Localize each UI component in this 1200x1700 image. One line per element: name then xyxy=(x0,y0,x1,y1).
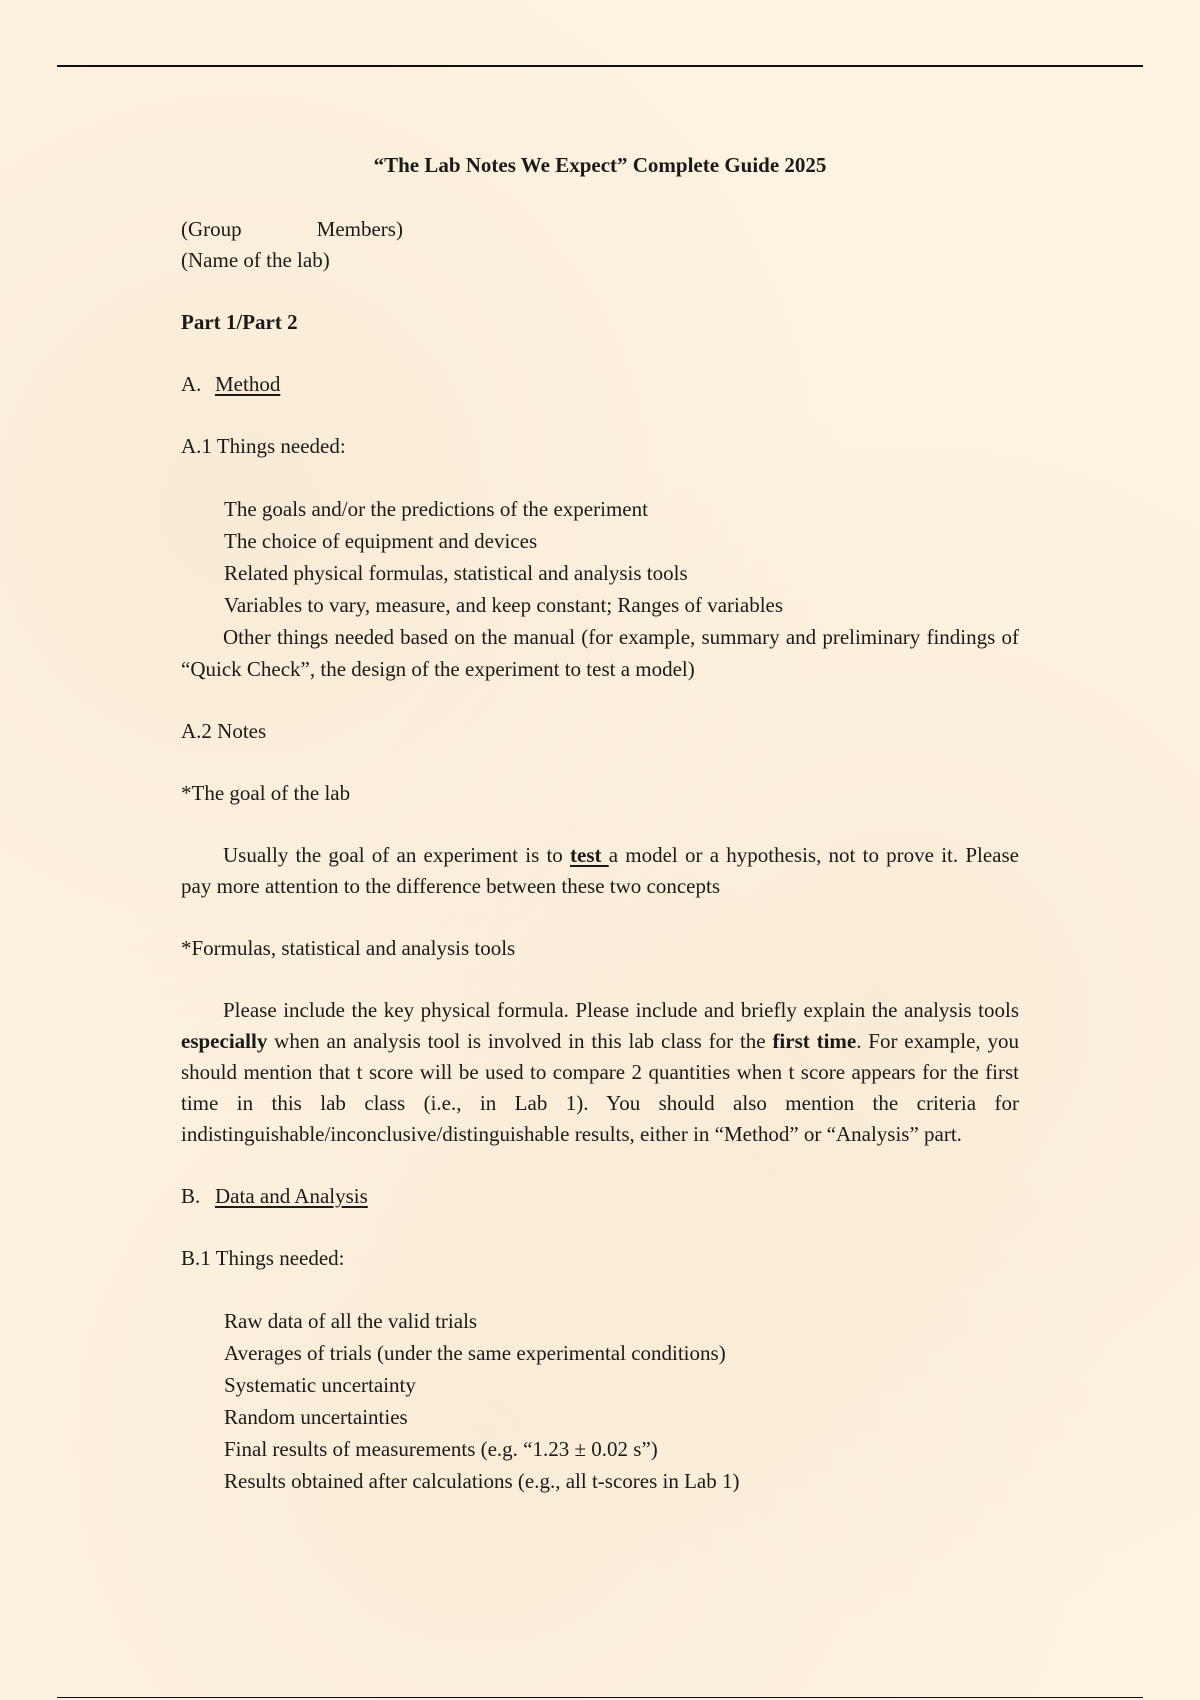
section-b-letter: B. xyxy=(181,1184,201,1208)
formulas-bold-especially: especially xyxy=(181,1029,268,1053)
section-b-title: Data and Analysis xyxy=(215,1184,368,1208)
list-item: Random uncertainties xyxy=(224,1405,408,1429)
list-item: Final results of measurements (e.g. “1.23 ± 0.02 s”) xyxy=(224,1437,658,1461)
section-a-letter: A. xyxy=(181,372,202,396)
goal-text-1: Usually the goal of an experiment is to xyxy=(223,843,571,867)
document-title: “The Lab Notes We Expect” Complete Guide 2025 xyxy=(373,153,827,177)
formulas-bold-first-time: first time xyxy=(772,1029,857,1053)
a1-heading: A.1 Things needed: xyxy=(181,434,346,458)
lab-name-line: (Name of the lab) xyxy=(181,248,330,272)
list-item: Variables to vary, measure, and keep constant; Ranges of variables xyxy=(224,593,784,617)
formulas-heading: *Formulas, statistical and analysis tools xyxy=(181,936,516,960)
formulas-paragraph xyxy=(181,995,1019,1150)
b1-heading: B.1 Things needed: xyxy=(181,1246,345,1270)
list-item: The choice of equipment and devices xyxy=(224,529,538,553)
list-item: Results obtained after calculations (e.g., all t-scores in Lab 1) xyxy=(224,1469,740,1493)
list-item: Systematic uncertainty xyxy=(224,1373,416,1397)
goal-heading: *The goal of the lab xyxy=(181,781,351,805)
list-item: Averages of trials (under the same experimental conditions) xyxy=(224,1341,726,1365)
group-members-line xyxy=(181,214,1019,245)
b1-list xyxy=(181,1305,1019,1497)
goal-text-bold: test xyxy=(570,843,609,867)
members-word: Members) xyxy=(316,217,403,241)
group-word: (Group xyxy=(181,217,242,241)
goal-paragraph xyxy=(181,840,1019,902)
formulas-text-1: Please include the key physical formula. Please include and briefly explain the analysis tools xyxy=(223,998,1019,1022)
list-item: Related physical formulas, statistical and analysis tools xyxy=(224,561,688,585)
section-a-title: Method xyxy=(215,372,281,396)
a2-heading: A.2 Notes xyxy=(181,719,267,743)
formulas-text-3: . For example, you should mention that t score will be used to compare 2 quantities when t score appears for the first time in this lab class (i.e., in Lab 1). You should also mention the criteria for indistinguishable/inconclusive/distinguishable results, either in “Method” or “Analysis” part. xyxy=(181,1029,1019,1146)
part-heading: Part 1/Part 2 xyxy=(181,310,298,334)
section-a-heading xyxy=(181,369,1019,400)
formulas-text-2: when an analysis tool is involved in this lab class for the xyxy=(267,1029,773,1053)
top-rule xyxy=(57,65,1143,67)
a1-list xyxy=(181,493,1019,685)
list-item: Raw data of all the valid trials xyxy=(224,1309,478,1333)
list-item: Other things needed based on the manual (for example, summary and preliminary findings of “Quick Check”, the design of the experiment to test a model) xyxy=(181,625,1019,681)
list-item: The goals and/or the predictions of the experiment xyxy=(224,497,648,521)
bottom-rule xyxy=(57,1697,1143,1698)
document-page xyxy=(181,150,1019,1497)
section-b-heading xyxy=(181,1181,1019,1212)
goal-text-2: a model or a hypothesis, not to prove it. Please pay more attention to the difference between these two concepts xyxy=(181,843,1019,898)
